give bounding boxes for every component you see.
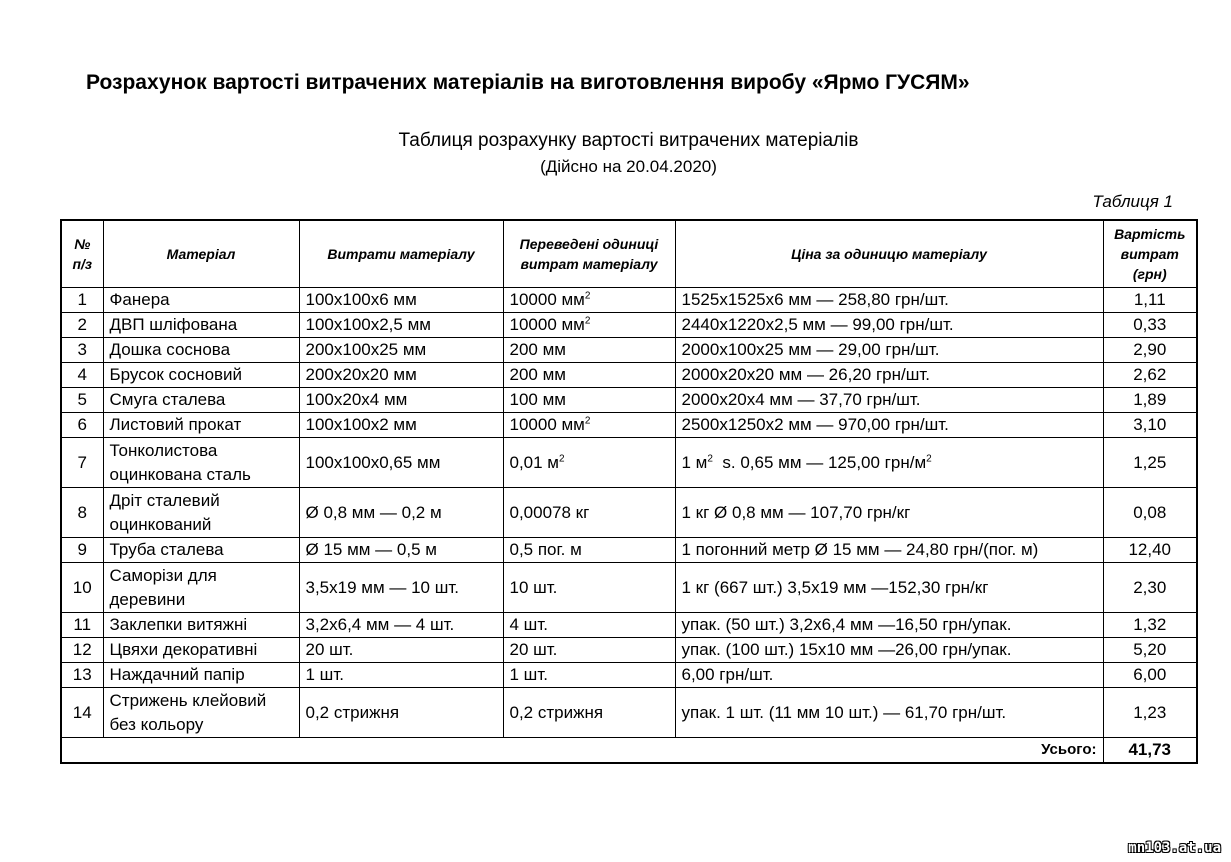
- row-num: 8: [61, 488, 103, 538]
- materials-table: [60, 219, 1198, 764]
- row-cost: 1,89: [1103, 388, 1197, 413]
- row-converted: 20 шт.: [503, 638, 675, 663]
- row-usage: 100х20х4 мм: [299, 388, 503, 413]
- table-row: [61, 313, 1197, 338]
- row-num: 11: [61, 613, 103, 638]
- row-price: упак. (100 шт.) 15х10 мм —26,00 грн/упак.: [675, 638, 1103, 663]
- row-material: Листовий прокат: [103, 413, 299, 438]
- table-label: Таблиця 1: [1092, 192, 1173, 211]
- row-num: 1: [61, 288, 103, 313]
- table-row: [61, 563, 1197, 613]
- row-converted: 200 мм: [503, 338, 675, 363]
- row-num: 2: [61, 313, 103, 338]
- row-usage: 200х20х20 мм: [299, 363, 503, 388]
- header-material: Матеріал: [103, 220, 299, 288]
- row-material: Цвяхи декоративні: [103, 638, 299, 663]
- row-cost: 2,62: [1103, 363, 1197, 388]
- row-converted: 0,2 стрижня: [503, 688, 675, 738]
- header-price: Ціна за одиницю матеріалу: [675, 220, 1103, 288]
- row-num: 6: [61, 413, 103, 438]
- row-cost: 6,00: [1103, 663, 1197, 688]
- row-cost: 1,23: [1103, 688, 1197, 738]
- row-cost: 1,11: [1103, 288, 1197, 313]
- row-price: 2500х1250х2 мм — 970,00 грн/шт.: [675, 413, 1103, 438]
- row-converted: 4 шт.: [503, 613, 675, 638]
- row-converted: 100 мм: [503, 388, 675, 413]
- table-row: [61, 288, 1197, 313]
- table-row: [61, 638, 1197, 663]
- row-cost: 3,10: [1103, 413, 1197, 438]
- row-price: 2000х20х20 мм — 26,20 грн/шт.: [675, 363, 1103, 388]
- row-num: 13: [61, 663, 103, 688]
- row-num: 7: [61, 438, 103, 488]
- table-row: [61, 538, 1197, 563]
- header-num: № п/з: [61, 220, 103, 288]
- table-row: [61, 363, 1197, 388]
- row-material: Саморізи для деревини: [103, 563, 299, 613]
- row-num: 10: [61, 563, 103, 613]
- row-converted: 0,00078 кг: [503, 488, 675, 538]
- row-cost: 0,33: [1103, 313, 1197, 338]
- total-row: [61, 738, 1197, 764]
- row-usage: 3,2х6,4 мм — 4 шт.: [299, 613, 503, 638]
- row-price: 2000х20х4 мм — 37,70 грн/шт.: [675, 388, 1103, 413]
- row-material: Труба сталева: [103, 538, 299, 563]
- row-num: 14: [61, 688, 103, 738]
- row-material: Брусок сосновий: [103, 363, 299, 388]
- row-converted: 10000 $мм^2$: [503, 413, 675, 438]
- row-cost: 5,20: [1103, 638, 1197, 663]
- row-price: 1 кг Ø 0,8 мм — 107,70 грн/кг: [675, 488, 1103, 538]
- row-converted: 200 мм: [503, 363, 675, 388]
- row-usage: 100х100х0,65 мм: [299, 438, 503, 488]
- row-price: упак. 1 шт. (11 мм 10 шт.) — 61,70 грн/шт.: [675, 688, 1103, 738]
- table-row: [61, 663, 1197, 688]
- row-usage: 1 шт.: [299, 663, 503, 688]
- row-material: Заклепки витяжні: [103, 613, 299, 638]
- row-converted: 10000 $мм^2$: [503, 313, 675, 338]
- row-material: Дріт сталевий оцинкований: [103, 488, 299, 538]
- row-usage: 3,5х19 мм — 10 шт.: [299, 563, 503, 613]
- row-price: 1 погонний метр Ø 15 мм — 24,80 грн/(пог. м): [675, 538, 1103, 563]
- table-row: [61, 688, 1197, 738]
- row-price: 1 $м^2$ s. 0,65 мм — 125,00 грн/$м^2$: [675, 438, 1103, 488]
- row-usage: 0,2 стрижня: [299, 688, 503, 738]
- row-num: 4: [61, 363, 103, 388]
- row-price: 2440х1220х2,5 мм — 99,00 грн/шт.: [675, 313, 1103, 338]
- row-price: 1 кг (667 шт.) 3,5х19 мм —152,30 грн/кг: [675, 563, 1103, 613]
- table-row: [61, 388, 1197, 413]
- row-price: упак. (50 шт.) 3,2х6,4 мм —16,50 грн/упак.: [675, 613, 1103, 638]
- row-converted: 10000 $мм^2$: [503, 288, 675, 313]
- table-header-row: [61, 220, 1197, 288]
- row-usage: 100х100х2,5 мм: [299, 313, 503, 338]
- row-num: 3: [61, 338, 103, 363]
- page-title: Розрахунок вартості витрачених матеріалів на виготовлення виробу «Ярмо ГУСЯМ»: [86, 71, 970, 94]
- row-material: ДВП шліфована: [103, 313, 299, 338]
- row-material: Тонколистова оцинкована сталь: [103, 438, 299, 488]
- header-usage: Витрати матеріалу: [299, 220, 503, 288]
- row-converted: 0,5 пог. м: [503, 538, 675, 563]
- row-cost: 12,40: [1103, 538, 1197, 563]
- table-row: [61, 413, 1197, 438]
- row-num: 5: [61, 388, 103, 413]
- row-price: 1525х1525х6 мм — 258,80 грн/шт.: [675, 288, 1103, 313]
- row-price: 6,00 грн/шт.: [675, 663, 1103, 688]
- row-cost: 2,30: [1103, 563, 1197, 613]
- row-usage: 20 шт.: [299, 638, 503, 663]
- row-cost: 1,32: [1103, 613, 1197, 638]
- row-cost: 1,25: [1103, 438, 1197, 488]
- row-material: Наждачний папір: [103, 663, 299, 688]
- total-label: Усього:: [61, 738, 1103, 764]
- row-price: 2000х100х25 мм — 29,00 грн/шт.: [675, 338, 1103, 363]
- row-usage: Ø 0,8 мм — 0,2 м: [299, 488, 503, 538]
- row-material: Стрижень клейовий без кольору: [103, 688, 299, 738]
- table-row: [61, 338, 1197, 363]
- total-value: 41,73: [1103, 738, 1197, 764]
- row-material: Смуга сталева: [103, 388, 299, 413]
- row-material: Дошка соснова: [103, 338, 299, 363]
- header-cost: Вартість витрат (грн): [1103, 220, 1197, 288]
- row-usage: 200х100х25 мм: [299, 338, 503, 363]
- row-converted: 10 шт.: [503, 563, 675, 613]
- header-converted: Переведені одиниці витрат матеріалу: [503, 220, 675, 288]
- row-cost: 2,90: [1103, 338, 1197, 363]
- row-num: 9: [61, 538, 103, 563]
- table-row: [61, 488, 1197, 538]
- table-row: [61, 613, 1197, 638]
- table-subtitle: Таблиця розрахунку вартості витрачених матеріалів: [398, 130, 859, 151]
- table-row: [61, 438, 1197, 488]
- watermark: mn103.at.ua: [1128, 840, 1221, 856]
- row-num: 12: [61, 638, 103, 663]
- row-converted: 0,01 $м^2$: [503, 438, 675, 488]
- validity-date: (Дійсно на 20.04.2020): [540, 157, 717, 176]
- row-cost: 0,08: [1103, 488, 1197, 538]
- row-usage: 100х100х2 мм: [299, 413, 503, 438]
- row-usage: 100х100х6 мм: [299, 288, 503, 313]
- row-converted: 1 шт.: [503, 663, 675, 688]
- row-usage: Ø 15 мм — 0,5 м: [299, 538, 503, 563]
- row-material: Фанера: [103, 288, 299, 313]
